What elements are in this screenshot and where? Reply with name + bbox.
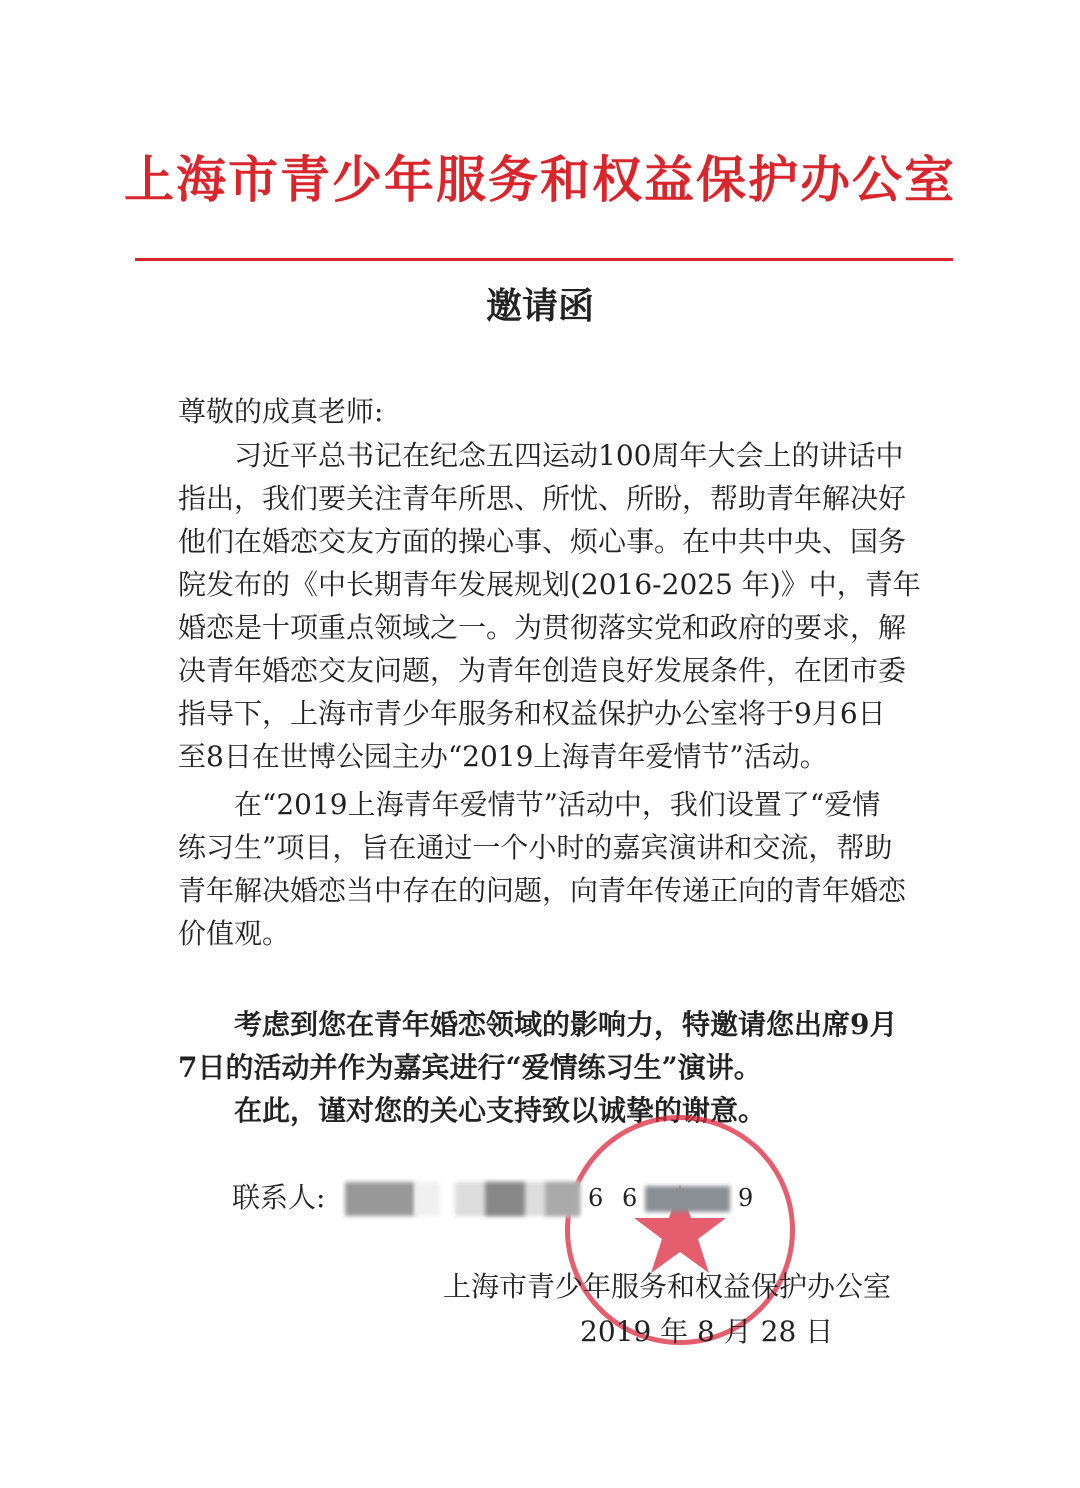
contact-digit: 9 xyxy=(738,1184,754,1212)
text-line: 青年解决婚恋当中存在的问题，向青年传递正向的青年婚恋 xyxy=(178,874,907,907)
redacted-block xyxy=(545,1182,580,1216)
document-title: 邀请函 xyxy=(485,285,594,327)
salutation: 尊敬的成真老师: xyxy=(178,395,384,428)
text-line: 练习生”项目，旨在通过一个小时的嘉宾演讲和交流，帮助 xyxy=(178,831,893,864)
redacted-block xyxy=(485,1182,525,1216)
text-line: 习近平总书记在纪念五四运动100周年大会上的讲话中 xyxy=(178,439,904,472)
text-line: 决青年婚恋交友问题，为青年创造良好发展条件，在团市委 xyxy=(178,654,907,687)
text-line: 院发布的《中长期青年发展规划(2016-2025 年)》中，青年 xyxy=(178,568,921,601)
text-line: 7日的活动并作为嘉宾进行“爱情练习生”演讲。 xyxy=(178,1051,762,1084)
contact-digit: 6 xyxy=(588,1184,604,1212)
redacted-block xyxy=(645,1186,730,1212)
contact-digit: 6 xyxy=(622,1184,638,1212)
text-line: 他们在婚恋交友方面的操心事、烦心事。在中共中央、国务 xyxy=(178,525,907,558)
org-header-title: 上海市青少年服务和权益保护办公室 xyxy=(124,151,956,209)
redacted-block xyxy=(345,1182,415,1216)
contact-label: 联系人: xyxy=(232,1181,326,1214)
text-line: 指出，我们要关注青年所思、所忧、所盼，帮助青年解决好 xyxy=(178,482,907,515)
text-line: 婚恋是十项重点领域之一。为贯彻落实党和政府的要求，解 xyxy=(178,611,907,644)
red-divider xyxy=(135,258,953,261)
text-line: 至8日在世博公园主办“2019上海青年爱情节”活动。 xyxy=(178,740,828,773)
text-line: 在“2019上海青年爱情节”活动中，我们设置了“爱情 xyxy=(178,788,881,821)
redacted-block xyxy=(415,1182,440,1216)
text-line: 指导下，上海市青少年服务和权益保护办公室将于9月6日 xyxy=(178,697,886,730)
text-line: 考虑到您在青年婚恋领域的影响力，特邀请您出席9月 xyxy=(178,1008,898,1041)
signature-date: 2019 年 8 月 28 日 xyxy=(580,1315,834,1348)
text-line: 价值观。 xyxy=(178,917,291,950)
signature-org: 上海市青少年服务和权益保护办公室 xyxy=(443,1270,892,1303)
text-line: 在此，谨对您的关心支持致以诚挚的谢意。 xyxy=(178,1094,767,1127)
